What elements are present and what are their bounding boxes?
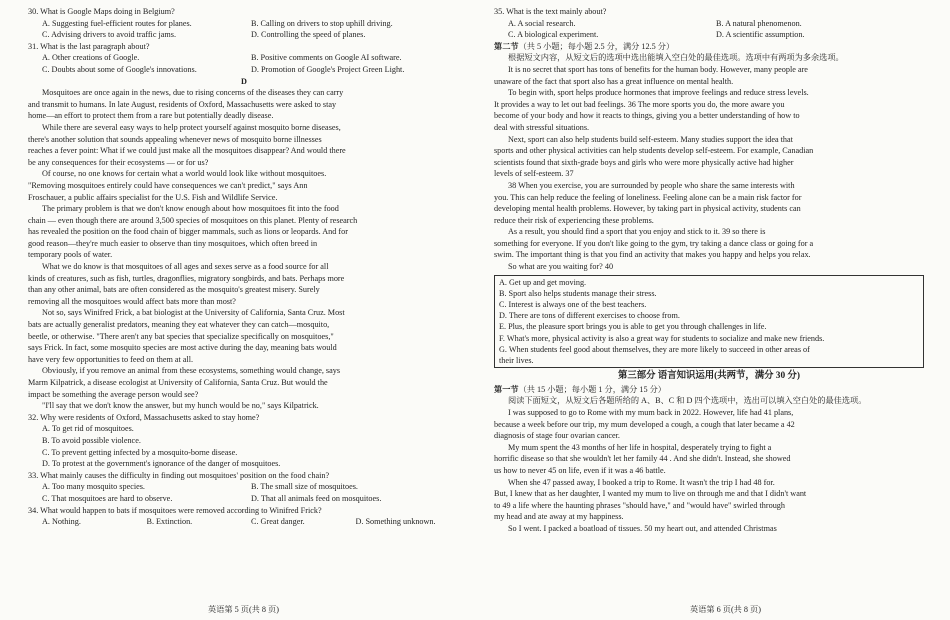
option: D. A scientific assumption.	[716, 30, 805, 40]
text-line: have very few opportunities to feed on them at all.	[28, 354, 194, 364]
text-line: scientists found that sixth-grade boys and girls who were more physically active had higher	[494, 157, 794, 167]
box-option: G. When students feel good about themselves, they are more likely to succeed in other areas of	[499, 344, 810, 354]
question-32	[28, 412, 460, 470]
option: B. The small size of mosquitoes.	[251, 482, 358, 492]
option: C. Advising drivers to avoid traffic jams.	[42, 30, 177, 40]
text-line: us how to never 45 on life, even if it was a 46 battle.	[494, 466, 666, 476]
text-line: has revealed the position on the food chain of bigger mammals, such as lions or leopards. And for	[28, 227, 348, 237]
page-footer-left: 英语第 5 页(共 8 页)	[208, 605, 279, 614]
text-line: levels of self-esteem. 37	[494, 169, 574, 179]
text-line: temporary pools of water.	[28, 250, 113, 260]
text-line: What we do know is that mosquitoes of all ages and sexes serve as a food source for all	[42, 262, 329, 272]
text-line: to 49 a life where the haunting phrases "should have," and "would have" swirled through	[494, 500, 785, 510]
box-option: F. What's more, physical activity is also a great way for students to socialize and make new friends.	[499, 333, 825, 343]
text-line: "Removing mosquitoes entirely could have consequences we can't predict," says Ann	[28, 180, 308, 190]
text-line: I was supposed to go to Rome with my mum back in 2022. However, life had 41 plans,	[508, 408, 794, 418]
text-line: and transmit to humans. In late August, residents of Oxford, Massachusetts were asked to stay	[28, 99, 337, 109]
section-2-header	[494, 41, 924, 53]
text-line: sports and other physical activities can help students develop self-esteem. For example, Canadian	[494, 146, 814, 156]
text-line: says Frick. In fact, some mosquito species are most active during the day, meaning bats would	[28, 343, 337, 353]
box-option: C. Interest is always one of the best teachers.	[499, 300, 647, 310]
text-line: because a week before our trip, my mum developed a cough, a cough that later became a 42	[494, 419, 795, 429]
text-line: something for everyone. If you don't like going to the gym, try taking a dance class or going for a	[494, 238, 814, 248]
question-stem: 33. What mainly causes the difficulty in finding out mosquitoes' position on the food chain?	[28, 470, 330, 480]
option: A. Other creations of Google.	[42, 53, 140, 63]
text-line: impact be something the average person would see?	[28, 389, 199, 399]
section-instructions: 根据短文内容，从短文后的选项中选出能填入空白处的最佳选项。选项中有两项为多余选项。	[508, 53, 844, 63]
text-line: While there are several easy ways to help protect yourself against mosquito borne diseases,	[42, 122, 341, 132]
part-3-heading: 第三部分 语言知识运用(共两节，满分 30 分)	[617, 371, 801, 382]
text-line: developing mental health problems. However, by taking part in physical activity, students can	[494, 204, 801, 214]
text-line: be any consequences for their ecosystems — or for us?	[28, 157, 209, 167]
section-instructions: 阅读下面短文，从短文后各题所给的 A、B、C 和 D 四个选项中，选出可以填入空白处的最佳选项。	[508, 396, 867, 406]
option: D. Something unknown.	[355, 517, 436, 527]
option: C. That mosquitoes are hard to observe.	[42, 493, 173, 503]
text-line: Next, sport can also help students build self-esteem. Many studies support the idea that	[508, 134, 793, 144]
text-line: horrific disease so that she wouldn't let her family 44 . And she didn't. Instead, she showed	[494, 454, 791, 464]
option: D. To protest at the government's ignorance of the danger of mosquitoes.	[42, 459, 281, 469]
question-stem: 31. What is the last paragraph about?	[28, 41, 150, 51]
passage-d	[28, 87, 460, 412]
option: C. A biological experiment.	[508, 30, 599, 40]
text-line: It is no secret that sport has tons of benefits for the human body. However, many people are	[508, 64, 808, 74]
box-option: A. Get up and get moving.	[499, 277, 587, 287]
text-line: 38 When you exercise, you are surrounded by people who share the same interests with	[508, 180, 795, 190]
box-option: D. There are tons of different exercises to choose from.	[499, 311, 680, 321]
sport-passage	[494, 64, 924, 273]
text-line: It provides a way to let out bad feelings. 36 The more sports you do, the more aware you	[494, 99, 785, 109]
option: A. Nothing.	[42, 517, 81, 527]
text-line: When she 47 passed away, I booked a trip to Rome. It wasn't the trip I had 48 for.	[508, 477, 775, 487]
question-stem: 32. Why were residents of Oxford, Massachusetts asked to stay home?	[28, 412, 260, 422]
text-line: become of your body and how it reacts to things, giving you a better understanding of how to	[494, 111, 800, 121]
question-34	[28, 505, 460, 528]
text-line: So what are you waiting for? 40	[508, 262, 614, 272]
text-line: beetle, or otherwise. "There aren't any bat species that specialize specifically on mosquitoes,"	[28, 331, 334, 341]
text-line: good reason—they're much easier to observe than tiny mosquitoes, which often breed in	[28, 238, 318, 248]
section-desc: （共 5 小题；每小题 2.5 分，满分 12.5 分）	[518, 41, 675, 51]
option: D. Promotion of Google's Project Green Light.	[251, 64, 405, 74]
text-line: my head and ate away at my happiness.	[494, 512, 624, 522]
text-line: But, I knew that as her daughter, I wanted my mum to live on through me and that I didn't want	[494, 489, 807, 499]
text-line: swim. The important thing is that you find an activity that makes you happy and helps you relax.	[494, 250, 811, 260]
option: A. A social research.	[508, 18, 576, 28]
section-heading: 第二节	[494, 41, 519, 51]
text-line: unaware of the fact that sport also has a great influence on mental health.	[494, 76, 734, 86]
option: D. Controlling the speed of planes.	[251, 30, 366, 40]
text-line: kinds of creatures, such as fish, turtles, dragonflies, migratory songbirds, and bats. Perhaps more	[28, 273, 345, 283]
text-line: Not so, says Winifred Frick, a bat biologist at the University of California, Santa Cruz. Most	[42, 308, 345, 318]
text-line: So I went. I packed a boatload of tissues. 50 my heart out, and attended Christmas	[508, 524, 777, 533]
right-column	[494, 6, 924, 535]
option: A. To get rid of mosquitoes.	[42, 424, 134, 434]
text-line: home—an effort to protect them from a rare but potentially deadly disease.	[28, 111, 274, 121]
option: B. Extinction.	[146, 517, 193, 527]
text-line: reduce their risk of experiencing these problems.	[494, 215, 654, 225]
question-30	[28, 6, 460, 41]
section-heading: 第一节	[494, 384, 519, 394]
text-line: My mum spent the 43 months of her life in hospital, desperately trying to fight a	[508, 442, 772, 452]
option: D. That all animals feed on mosquitoes.	[251, 493, 382, 503]
text-line: Froschauer, a public affairs specialist for the U.S. Fish and Wildlife Service.	[28, 192, 278, 202]
text-line: you. This can help reduce the feeling of loneliness. Feeling alone can be a main risk factor for	[494, 192, 802, 202]
box-option: B. Sport also helps students manage their stress.	[499, 288, 657, 298]
text-line: Of course, no one knows for certain what a world would look like without mosquitoes.	[42, 169, 327, 179]
option: C. Doubts about some of Google's innovations.	[42, 64, 197, 74]
text-line: reaches a fever point: What if we could just make all the mosquitoes disappear? And would there	[28, 146, 346, 156]
text-line: chain — even though there are around 3,500 species of mosquitoes on this planet. Plenty of research	[28, 215, 358, 225]
question-35	[494, 6, 924, 41]
box-option: their lives.	[499, 356, 534, 366]
box-option: E. Plus, the pleasure sport brings you is able to get you through challenges in life.	[499, 322, 767, 332]
options-box	[494, 275, 924, 369]
text-line: there's another solution that sounds appealing whenever news of mosquito borne illnesses	[28, 134, 322, 144]
option: A. Suggesting fuel-efficient routes for planes.	[42, 18, 192, 28]
text-line: "I'll say that we don't know the answer, but my hunch would be no," says Kilpatrick.	[42, 401, 319, 411]
option: B. Calling on drivers to stop uphill driving.	[251, 18, 393, 28]
text-line: Marm Kilpatrick, a disease ecologist at University of California, Santa Cruz. But would the	[28, 378, 328, 387]
text-line: Obviously, if you remove an animal from these ecosystems, something would change, says	[42, 366, 341, 376]
text-line: The primary problem is that we don't know enough about how mosquitoes fit into the food	[42, 204, 339, 214]
option: B. A natural phenomenon.	[716, 18, 802, 28]
option: C. Great danger.	[251, 517, 305, 527]
text-line: deal with stressful situations.	[494, 122, 590, 132]
text-line: diagnosis of stage four ovarian cancer.	[494, 431, 620, 441]
question-31	[28, 41, 460, 76]
section-1-header	[494, 384, 924, 396]
option: A. Too many mosquito species.	[42, 482, 145, 492]
question-stem: 34. What would happen to bats if mosquitoes were removed according to Winifred Frick?	[28, 505, 322, 515]
question-stem: 35. What is the text mainly about?	[494, 7, 607, 16]
left-column	[28, 6, 460, 528]
option: B. To avoid possible violence.	[42, 435, 141, 445]
page-footer-right: 英语第 6 页(共 8 页)	[690, 605, 761, 614]
text-line: To begin with, sport helps produce hormones that improve feelings and reduce stress levels.	[508, 88, 809, 98]
option: C. To prevent getting infected by a mosquito-borne disease.	[42, 447, 238, 457]
text-line: removing all the mosquitoes would affect bats more than most?	[28, 296, 236, 306]
passage-label: D	[241, 76, 247, 86]
question-stem: 30. What is Google Maps doing in Belgium?	[28, 7, 175, 16]
text-line: As a result, you should find a sport that you enjoy and stick to it. 39 so there is	[508, 227, 766, 237]
text-line: bats are actually generalist predators, meaning they eat whatever they can catch—mosquito,	[28, 320, 330, 330]
section-desc: （共 15 小题；每小题 1 分，满分 15 分）	[518, 384, 666, 394]
text-line: Mosquitoes are once again in the news, due to rising concerns of the diseases they can carry	[42, 88, 344, 98]
cloze-passage	[494, 407, 924, 535]
question-33	[28, 470, 460, 505]
text-line: than any other animal, bats are often considered as the mosquito's greatest misery. Surely	[28, 285, 320, 295]
option: B. Positive comments on Google AI software.	[251, 53, 402, 63]
